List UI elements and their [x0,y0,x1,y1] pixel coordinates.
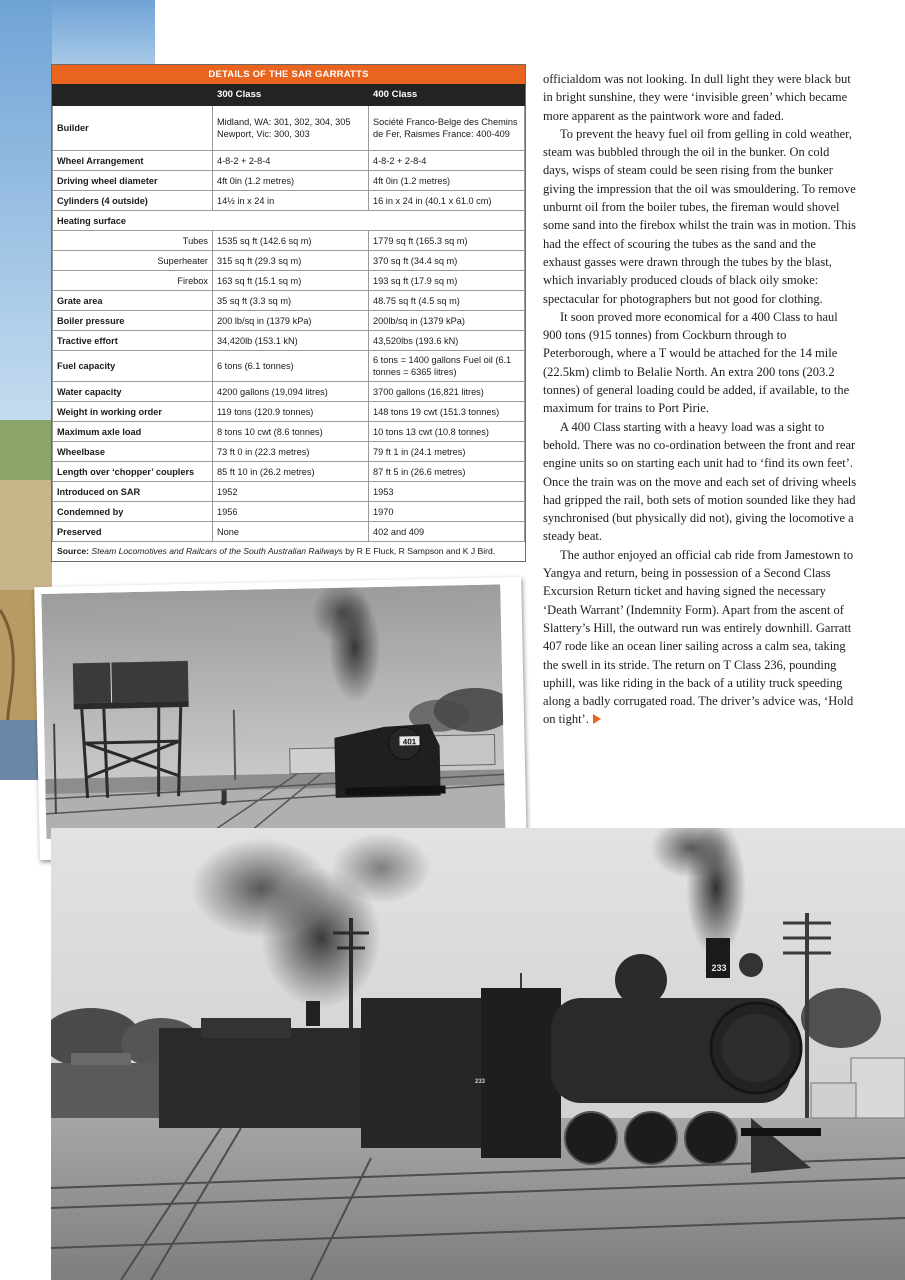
locomotive-number-233: 233 [711,963,727,973]
cell-400: 3700 gallons (16,821 litres) [369,382,525,402]
table-row [53,106,525,151]
photo-t-class-233 [51,828,905,1280]
header-300-class: 300 Class [213,85,369,106]
cell-300: 1956 [213,502,369,522]
header-400-class: 400 Class [369,85,525,106]
table-row [53,502,525,522]
row-label: Firebox [53,271,213,291]
source-authors: by R E Fluck, R Sampson and K J Bird. [342,546,496,556]
row-label: Tubes [53,231,213,251]
paragraph: officialdom was not looking. In dull light they were black but in bright sunshine, they were ‘invisible green’ which became more apparent as the paintwork wore and faded. [543,72,851,123]
row-label: Length over ‘chopper’ couplers [53,462,213,482]
table-row [53,462,525,482]
table-row [53,271,525,291]
row-label: Preserved [53,522,213,542]
cell-400: 48.75 sq ft (4.5 sq m) [369,291,525,311]
cell-300: 119 tons (120.9 tonnes) [213,402,369,422]
paragraph-text: The author enjoyed an official cab ride from Jamestown to Yangya and return, being in possession of a Second Class Excursion Return ticket and having signed the necessary ‘Death Warrant’ (Indemnity Form). Apart from the ascent of Slattery’s Hill, the outward run was entirely downhill. Garratt 407 rode like an ocean liner sailing across a calm sea, taking the swell in its stride. The return on T Class 236, pounding uphill, was like riding in the back of a utility truck speeding along a badly corrugated road. The driver’s advice was, ‘Hold on tight’. [543,547,854,727]
cell-400: 402 and 409 [369,522,525,542]
locomotive-number-401: 401 [402,737,417,747]
cell-400: 4ft 0in (1.2 metres) [369,171,525,191]
cell-300: 73 ft 0 in (22.3 metres) [213,442,369,462]
header-blank [53,85,213,106]
row-label: Wheelbase [53,442,213,462]
cell-300: 1952 [213,482,369,502]
table-row [53,351,525,382]
cell-400: 148 tons 19 cwt (151.3 tonnes) [369,402,525,422]
table-title: DETAILS OF THE SAR GARRATTS [52,65,525,84]
cell-400: 370 sq ft (34.4 sq m) [369,251,525,271]
row-label: Water capacity [53,382,213,402]
photo-t-class-233-image [51,828,905,1280]
table-row [53,171,525,191]
cell-300: 4200 gallons (19,094 litres) [213,382,369,402]
row-label: Maximum axle load [53,422,213,442]
row-label: Grate area [53,291,213,311]
table-source [52,542,525,561]
cell-300: 4ft 0in (1.2 metres) [213,171,369,191]
cell-300: 6 tons (6.1 tonnes) [213,351,369,382]
cell-300: 1535 sq ft (142.6 sq m) [213,231,369,251]
cell-400: 6 tons = 1400 gallons Fuel oil (6.1 tonnes = 6365 litres) [369,351,525,382]
article-column [543,70,857,729]
cell-400: 1779 sq ft (165.3 sq m) [369,231,525,251]
paragraph: A 400 Class starting with a heavy load was a sight to behold. There was no co-ordination between the front and rear engine units so on starting each unit had to ‘find its own feet’. Once the train was on the move and each set of driving wheels had gripped the rail, both sets of motion sounded like they had synchronised (but physically did not), giving the locomotive a steady beat. [543,419,857,544]
row-label: Introduced on SAR [53,482,213,502]
table-row [53,231,525,251]
paragraph: It soon proved more economical for a 400 Class to haul 900 tons (915 tonnes) from Cockburn through to Peterborough, where a T would be attached for the 14 mile (22.5km) climb to Belalie North. An extra 200 tons (203.2 tonnes) of general loading could be added, if available, to the maximum for trains to Port Pirie. [543,309,850,416]
table-row [53,402,525,422]
source-label: Source: [57,546,89,556]
cell-400: 43,520lbs (193.6 kN) [369,331,525,351]
row-label: Driving wheel diameter [53,171,213,191]
table-row [53,291,525,311]
spec-table [52,84,525,542]
row-label: Weight in working order [53,402,213,422]
cell-300: None [213,522,369,542]
cell-300: 8 tons 10 cwt (8.6 tonnes) [213,422,369,442]
row-label: Boiler pressure [53,311,213,331]
table-row [53,251,525,271]
photo-garratt-401 [34,577,527,860]
cell-300: 14½ in x 24 in [213,191,369,211]
cell-300: 163 sq ft (15.1 sq m) [213,271,369,291]
table-row [53,482,525,502]
row-label: Builder [53,106,213,151]
cell-300: 200 lb/sq in (1379 kPa) [213,311,369,331]
cab-number-233: 233 [474,1079,486,1085]
table-row [53,382,525,402]
row-label: Tractive effort [53,331,213,351]
row-label: Wheel Arrangement [53,151,213,171]
cell-300: 34,420lb (153.1 kN) [213,331,369,351]
cell-400: 16 in x 24 in (40.1 x 61.0 cm) [369,191,525,211]
cell-400: Société Franco-Belge des Chemins de Fer, Raismes France: 400-409 [369,106,525,151]
row-label: Superheater [53,251,213,271]
cell-400: 87 ft 5 in (26.6 metres) [369,462,525,482]
row-label: Condemned by [53,502,213,522]
table-row [53,442,525,462]
source-title: Steam Locomotives and Railcars of the South Australian Railways [91,546,343,556]
table-row [53,191,525,211]
cell-400: 193 sq ft (17.9 sq m) [369,271,525,291]
end-of-article-icon [593,714,601,724]
table-row [53,211,525,231]
cell-400: 4-8-2 + 2-8-4 [369,151,525,171]
cell-300: 85 ft 10 in (26.2 metres) [213,462,369,482]
paragraph-last [543,546,857,729]
cell-400: 79 ft 1 in (24.1 metres) [369,442,525,462]
table-header-row [53,85,525,106]
table-row [53,422,525,442]
cell-300: 4-8-2 + 2-8-4 [213,151,369,171]
paragraph: To prevent the heavy fuel oil from gelling in cold weather, steam was bubbled through the oil in the bunker. On cold days, wisps of steam could be seen rising from the bunker giving the impression that the oil was smouldering. To remove unburnt oil from the boiler tubes, the fireman would shovel some sand into the firebox whilst the train was in motion. This had the effect of scouring the tubes as the sand and the exhaust gasses were drawn through the tubes by the blast, which invariably produced clouds of black oily smoke: spectacular for photographers but not good for clothing. [543,126,856,306]
row-label: Heating surface [53,211,525,231]
cell-300: 315 sq ft (29.3 sq m) [213,251,369,271]
photo-garratt-401-image [41,584,505,839]
garratt-details-table [51,64,526,562]
table-row [53,311,525,331]
table-row [53,522,525,542]
row-label: Fuel capacity [53,351,213,382]
table-row [53,151,525,171]
cell-300: Midland, WA: 301, 302, 304, 305 Newport, Vic: 300, 303 [213,106,369,151]
cell-400: 1970 [369,502,525,522]
cell-400: 1953 [369,482,525,502]
cell-400: 10 tons 13 cwt (10.8 tonnes) [369,422,525,442]
cell-300: 35 sq ft (3.3 sq m) [213,291,369,311]
cell-400: 200lb/sq in (1379 kPa) [369,311,525,331]
row-label: Cylinders (4 outside) [53,191,213,211]
table-row [53,331,525,351]
